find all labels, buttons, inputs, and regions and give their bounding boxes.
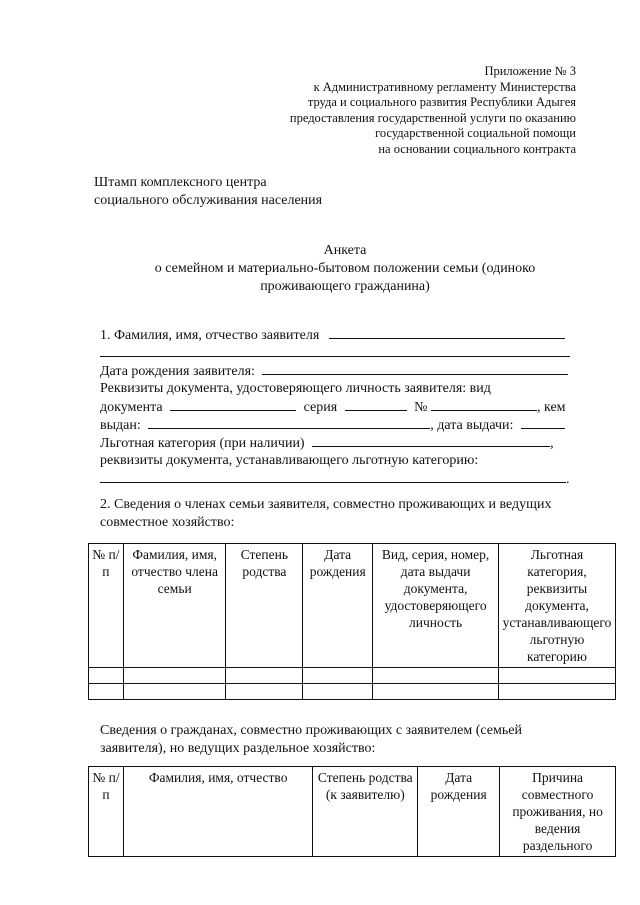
birth-label: Дата рождения заявителя: — [100, 364, 255, 379]
col-number: № п/п — [89, 544, 124, 668]
cell[interactable] — [226, 668, 303, 684]
doc-word: документа — [100, 400, 163, 415]
doc-type-field[interactable] — [170, 398, 296, 411]
col-birth-date: Дата рождения — [303, 544, 373, 668]
col-benefit-category: Льготная категория, реквизиты документа, устанавливающего льготную категорию — [499, 544, 616, 668]
series-word: серия — [303, 400, 338, 415]
cell[interactable] — [303, 684, 373, 700]
table-row — [89, 684, 616, 700]
fio-label: 1. Фамилия, имя, отчество заявителя — [100, 328, 320, 343]
title-word: Анкета — [323, 243, 367, 258]
appendix-header — [290, 64, 576, 158]
col-relationship: Степень родства — [226, 544, 303, 668]
doc-row — [100, 398, 570, 416]
section-1 — [100, 326, 570, 488]
appendix-line: государственной социальной помощи — [375, 126, 576, 141]
fio-row — [100, 326, 570, 344]
cell[interactable] — [226, 684, 303, 700]
section-3-heading: Сведения о гражданах, совместно проживающих с заявителем (семьей заявителя), но ведущих раздельное хозяйство: — [100, 723, 522, 756]
cell[interactable] — [123, 668, 226, 684]
table-header-row — [89, 544, 616, 668]
col-id-document: Вид, серия, номер, дата выдачи документа, удостоверяющего личность — [373, 544, 499, 668]
benefit-row — [100, 434, 570, 452]
separate-household-table — [88, 766, 616, 857]
col-birth-date: Дата рождения — [418, 767, 500, 857]
issue-date-word: , дата выдачи: — [430, 418, 514, 433]
table-row — [89, 668, 616, 684]
benefit-comma: , — [550, 436, 554, 451]
issued-by-field[interactable] — [148, 416, 430, 429]
col-reason: Причина совместного проживания, но ведения раздельного — [500, 767, 616, 857]
benefit-field[interactable] — [312, 434, 550, 447]
form-title — [90, 242, 600, 296]
col-full-name: Фамилия, имя, отчество — [123, 767, 312, 857]
cell[interactable] — [89, 668, 124, 684]
appendix-line: к Административному регламенту Министерства — [313, 79, 576, 94]
doc-label-row — [100, 380, 570, 398]
appendix-line: предоставления государственной услуги по оказанию — [289, 110, 576, 125]
appendix-line: труда и социального развития Республики Адыгея — [307, 95, 576, 110]
benefit-doc-field[interactable] — [100, 470, 566, 483]
doc-number-field[interactable] — [431, 398, 537, 411]
fio-field-cont[interactable] — [100, 344, 570, 357]
end-dot: . — [566, 472, 570, 487]
benefit-doc-label: реквизиты документа, устанавливающего льготную категорию: — [100, 453, 479, 468]
fio-field[interactable] — [329, 326, 565, 339]
appendix-number: Приложение № 3 — [484, 64, 576, 78]
cell[interactable] — [373, 684, 499, 700]
cell[interactable] — [499, 668, 616, 684]
benefit-doc-row-cont — [100, 470, 570, 488]
number-word: № — [414, 400, 428, 415]
stamp-block — [94, 174, 322, 210]
cell[interactable] — [123, 684, 226, 700]
fio-row-cont — [100, 344, 570, 362]
issued-row — [100, 416, 570, 434]
title-subtitle-cont: проживающего гражданина) — [260, 279, 430, 294]
cell[interactable] — [89, 684, 124, 700]
benefit-doc-row — [100, 452, 570, 470]
cell[interactable] — [303, 668, 373, 684]
issued-by-word: , кем — [537, 400, 566, 415]
col-relationship: Степень родства (к заявителю) — [313, 767, 418, 857]
cell[interactable] — [373, 668, 499, 684]
birth-row — [100, 362, 570, 380]
birth-date-field[interactable] — [262, 362, 568, 375]
col-number: № п/п — [89, 767, 124, 857]
section-2-heading: 2. Сведения о членах семьи заявителя, совместно проживающих и ведущих совместное хозяйство: — [100, 497, 552, 530]
cell[interactable] — [499, 684, 616, 700]
col-full-name: Фамилия, имя, отчество члена семьи — [123, 544, 226, 668]
doc-series-field[interactable] — [345, 398, 407, 411]
family-members-table — [88, 543, 616, 700]
issue-date-field[interactable] — [521, 416, 565, 429]
table-header-row — [89, 767, 616, 857]
issued-word: выдан: — [100, 418, 141, 433]
doc-label: Реквизиты документа, удостоверяющего личность заявителя: вид — [100, 381, 491, 396]
stamp-line: социального обслуживания населения — [94, 193, 323, 208]
appendix-line: на основании социального контракта — [378, 141, 576, 156]
title-subtitle: о семейном и материально-бытовом положении семьи (одиноко — [154, 261, 536, 276]
benefit-label: Льготная категория (при наличии) — [100, 436, 305, 451]
stamp-line: Штамп комплексного центра — [94, 175, 267, 190]
